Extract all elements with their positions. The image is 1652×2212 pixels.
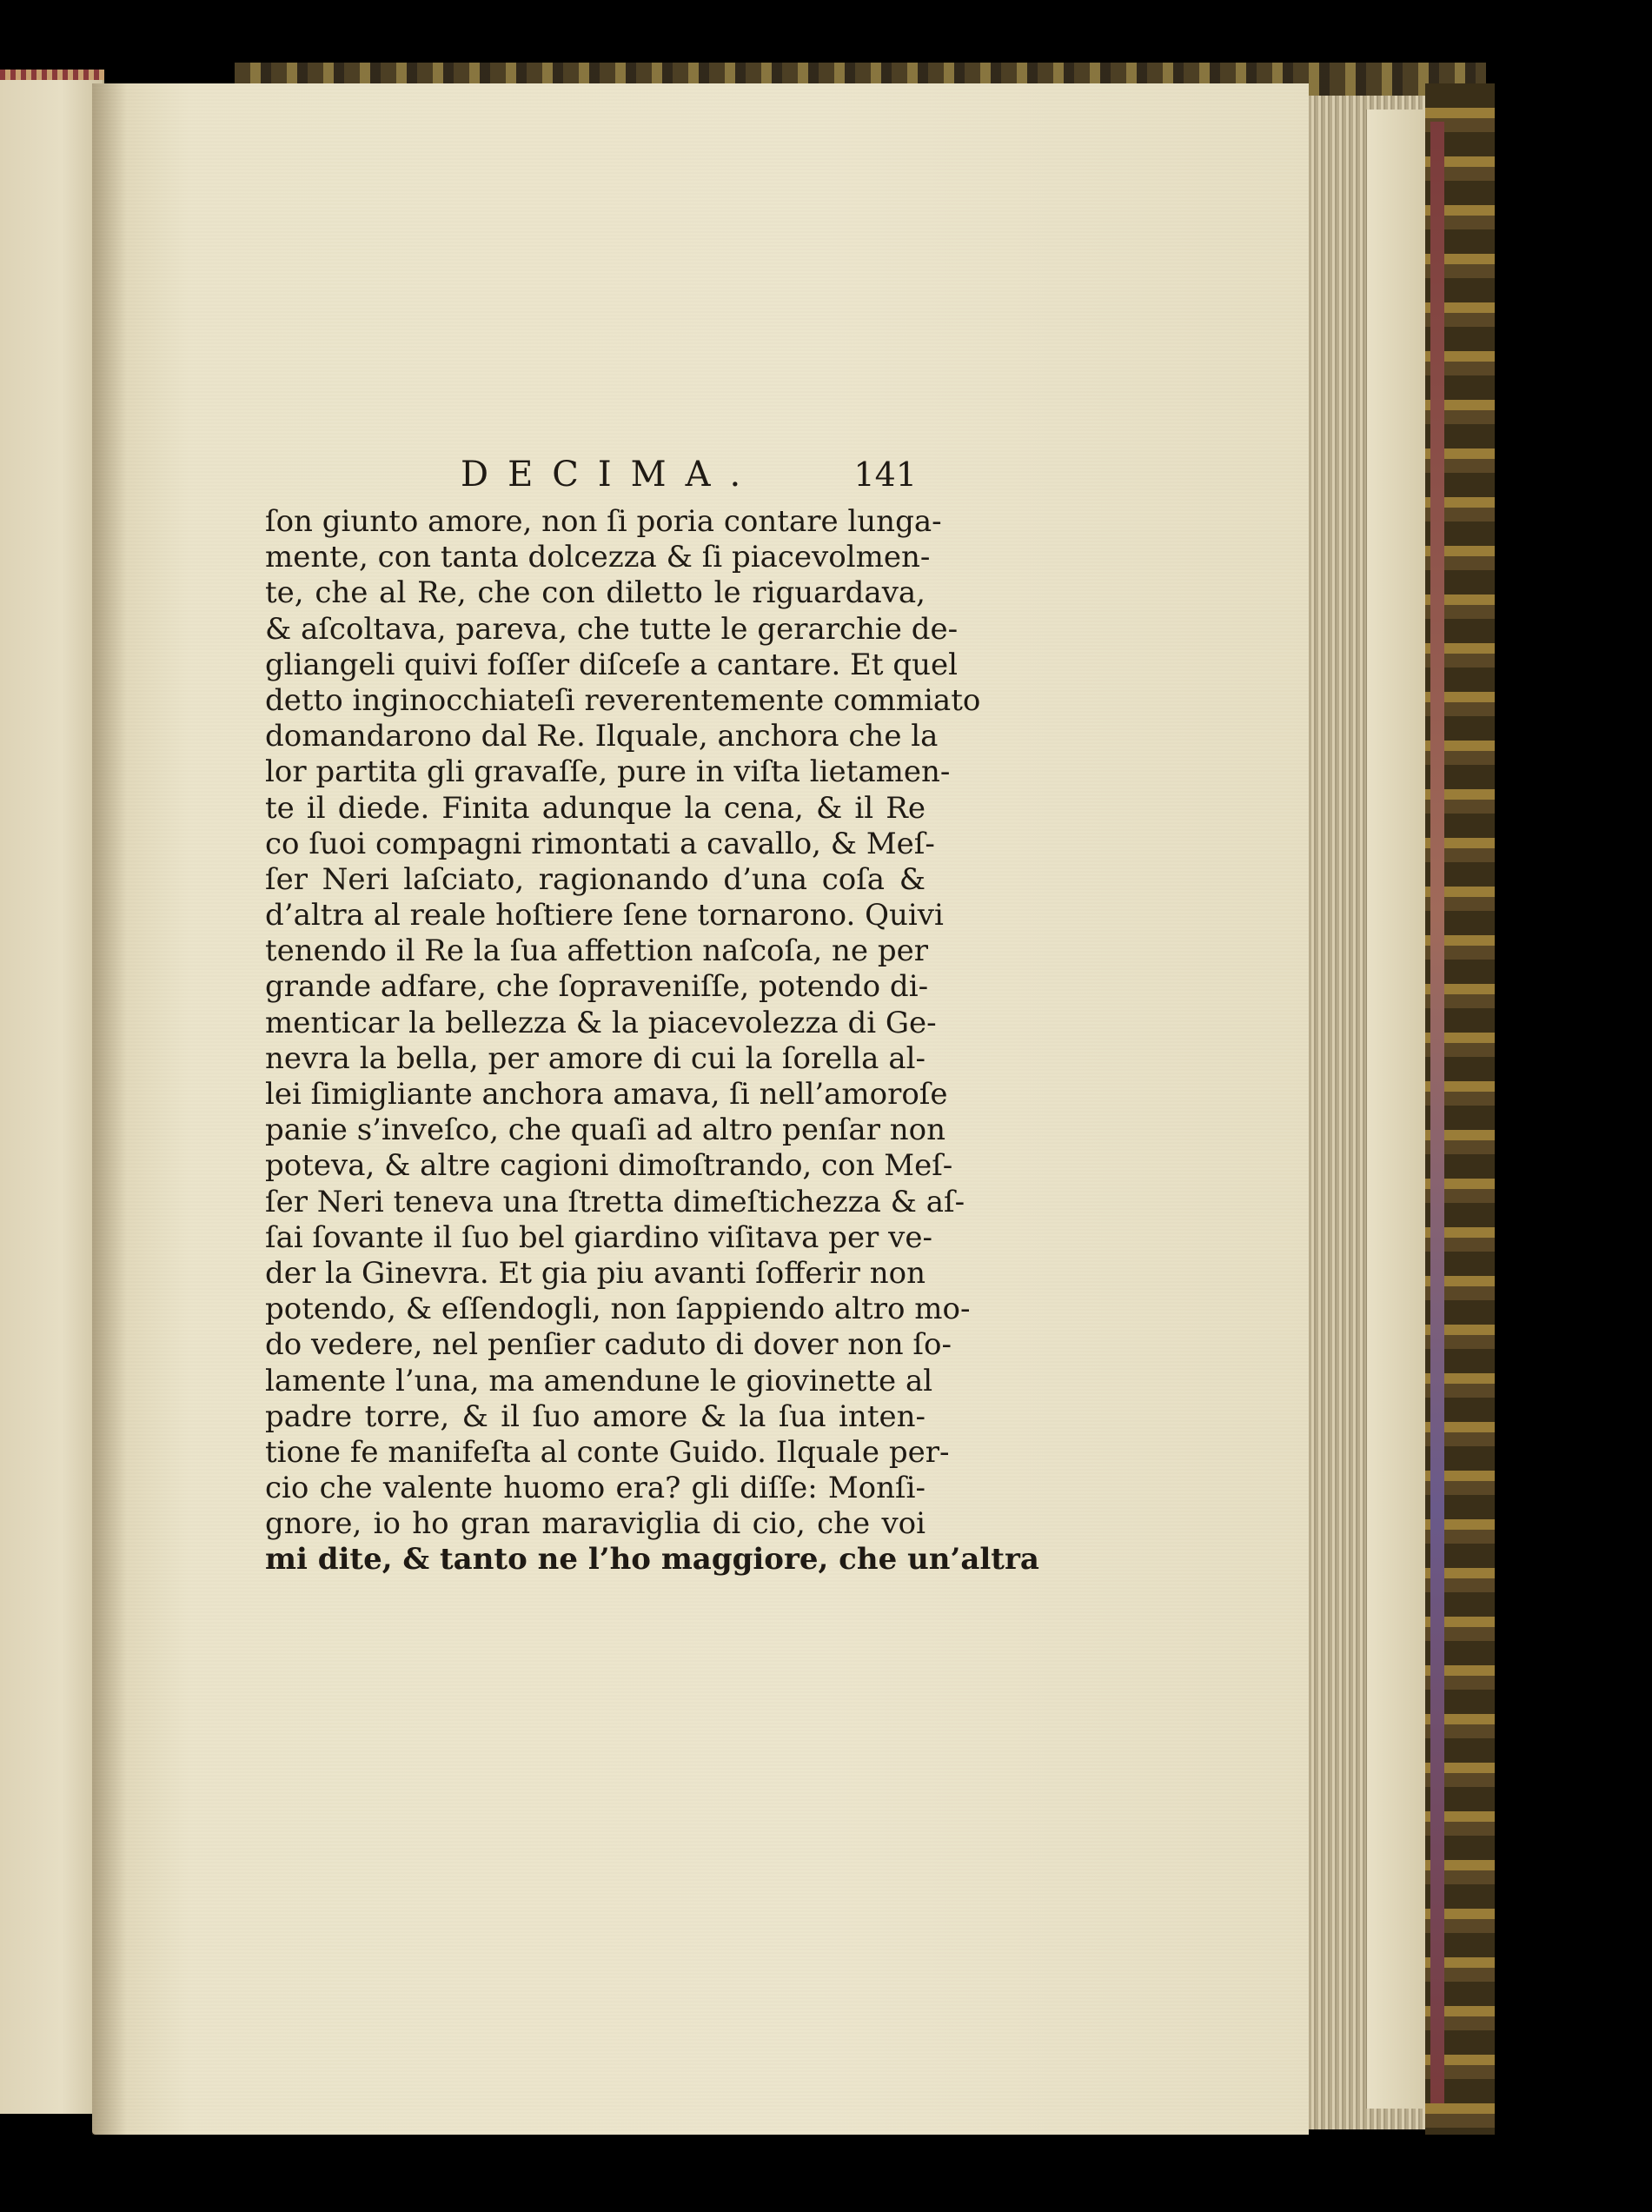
- left-page-edge: [0, 80, 104, 2114]
- running-title: DECIMA.: [461, 455, 760, 495]
- text-line: mente, con tanta dolcezza & ſi piacevolmen-: [265, 540, 931, 575]
- marbled-endpaper: [1430, 122, 1444, 2103]
- text-line: panie s’inveſco, che quaſi ad altro penſar non: [265, 1113, 946, 1148]
- text-line: d’altra al reale hoſtiere ſene tornarono. Quivi: [265, 898, 944, 933]
- text-line: padre torre, & il ſuo amore & la ſua inten-: [265, 1398, 926, 1434]
- text-line: ſon giunto amore, non ſi poria contare lunga-: [265, 504, 942, 539]
- page-edge-front: [1366, 110, 1424, 2109]
- text-line: te, che al Re, che con diletto le riguardava,: [265, 575, 926, 611]
- text-line: menticar la bellezza & la piacevolezza di Ge-: [265, 1005, 937, 1040]
- text-line: potendo, & eſſendogli, non ſappiendo altro mo-: [265, 1292, 971, 1327]
- text-line: do vedere, nel penſier caduto di dover non ſo-: [265, 1327, 952, 1363]
- text-line: der la Ginevra. Et gia piu avanti ſofferir non: [265, 1255, 926, 1291]
- text-line: tione fe manifeſta al conte Guido. Ilquale per-: [265, 1434, 950, 1470]
- text-line: detto inginocchiateſi reverentemente commiato: [265, 682, 981, 718]
- running-head: [265, 450, 926, 499]
- text-line: lamente l’una, ma amendune le giovinette al: [265, 1363, 933, 1398]
- text-line: gliangeli quivi foſſer diſceſe a cantare. Et quel: [265, 647, 959, 682]
- text-line: ſer Neri laſciato, ragionando d’una coſa &: [265, 861, 926, 897]
- text-line: cio che valente huomo era? gli diſſe: Monſi-: [265, 1471, 926, 1506]
- text-line: mi dite, & tanto ne l’ho maggiore, che un’altra: [265, 1542, 1039, 1578]
- text-line: ſai ſovante il ſuo bel giardino viſitava per ve-: [265, 1219, 932, 1255]
- text-line: domandarono dal Re. Ilquale, anchora che la: [265, 719, 939, 754]
- text-line: co ſuoi compagni rimontati a cavallo, & Meſ-: [265, 826, 935, 861]
- text-line: nevra la bella, per amore di cui la ſorella al-: [265, 1040, 926, 1076]
- text-line: & aſcoltava, pareva, che tutte le gerarchie de-: [265, 611, 959, 647]
- text-line: lei ſimigliante anchora amava, ſi nell’amoroſe: [265, 1077, 948, 1112]
- text-line: te il diede. Finita adunque la cena, & il Re: [265, 790, 926, 826]
- gutter-shadow: [92, 83, 127, 2135]
- text-line: ſer Neri teneva una ſtretta dimeſtichezza & aſ-: [265, 1184, 965, 1219]
- page-number: 141: [853, 455, 917, 494]
- text-line: tenendo il Re la ſua affettion naſcoſa, ne per: [265, 933, 928, 969]
- text-block: [265, 450, 1039, 1578]
- text-line: grande adfare, che ſopraveniſſe, potendo di-: [265, 969, 929, 1005]
- text-line: poteva, & altre cagioni dimoſtrando, con Meſ-: [265, 1148, 953, 1184]
- text-line: lor partita gli gravaſſe, pure in viſta lietamen-: [265, 754, 951, 790]
- text-line: gnore, io ho gran maraviglia di cio, che voi: [265, 1506, 926, 1542]
